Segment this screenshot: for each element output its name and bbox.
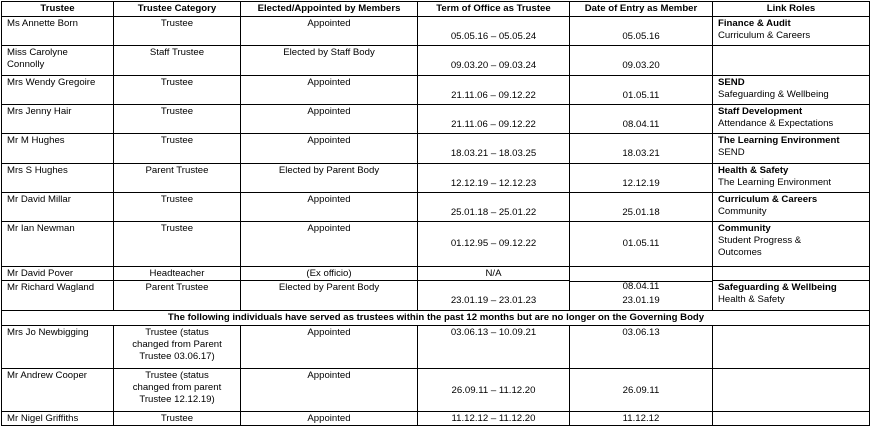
link-role: Staff Development [718,106,803,117]
category-line: Trustee [160,413,194,424]
term-value: 12.12.19 – 12.12.23 [450,178,537,189]
header-trustee: Trustee [1,1,114,17]
entry-value: 05.05.16 [622,31,660,42]
term-value: 23.01.19 – 23.01.23 [450,295,537,306]
link-role: Attendance & Expectations [718,118,834,129]
term-value: 03.06.13 – 10.09.21 [450,327,537,338]
link-role: Outcomes [718,247,762,258]
trustee-line: Mrs Wendy Gregoire [7,77,96,88]
cell-roles [713,267,870,281]
cell-term [418,267,570,281]
header-term: Term of Office as Trustee [418,1,570,17]
entry-value: 09.03.20 [622,60,660,71]
cell-trustee [1,193,114,222]
category-line: Trustee [160,18,194,29]
category-line: Parent Trustee [145,282,209,293]
cell-category [114,412,241,426]
cell-roles [713,46,870,76]
term-value: 05.05.16 – 05.05.24 [450,31,537,42]
elected-line: Appointed [307,370,351,381]
header-elected: Elected/Appointed by Members [241,1,418,17]
cell-entry [570,281,713,311]
cell-entry [570,222,713,267]
cell-term [418,105,570,134]
category-line: changed from parent [132,382,222,393]
elected-line: Appointed [307,223,351,234]
trustee-line: Mr Richard Wagland [7,282,95,293]
trustee-line: Mrs S Hughes [7,165,68,176]
link-role: Curriculum & Careers [718,30,811,41]
cell-roles [713,369,870,412]
cell-trustee [1,164,114,193]
entry-value: 25.01.18 [622,207,660,218]
cell-category [114,17,241,46]
cell-entry [570,76,713,105]
elected-line: Appointed [307,135,351,146]
header-entry: Date of Entry as Member [570,1,713,17]
category-line: Trustee (status [145,370,209,381]
entry-value: 26.09.11 [622,385,660,396]
cell-trustee [1,326,114,369]
trustee-line: Connolly [7,59,45,70]
cell-roles [713,17,870,46]
header-category: Trustee Category [114,1,241,17]
term-value: 25.01.18 – 25.01.22 [450,207,537,218]
link-role: Safeguarding & Wellbeing [718,89,829,100]
link-role: Health & Safety [718,294,785,305]
link-role: SEND [718,147,745,158]
category-line: changed from Parent [132,339,222,350]
cell-elected [241,281,418,311]
category-line: Trustee 03.06.17) [139,351,215,362]
cell-term [418,281,570,311]
cell-roles [713,222,870,267]
entry-value: 18.03.21 [622,148,660,159]
category-line: Trustee [160,106,194,117]
cell-entry [570,326,713,369]
cell-entry [570,17,713,46]
trustee-line: Mr Andrew Cooper [7,370,87,381]
cell-category [114,105,241,134]
elected-line: Elected by Staff Body [283,47,375,58]
term-value: 18.03.21 – 18.03.25 [450,148,537,159]
cell-roles [713,281,870,311]
term-value: 21.11.06 – 09.12.22 [451,119,536,130]
cell-term [418,222,570,267]
cell-entry [570,134,713,164]
cell-category [114,369,241,412]
cell-term [418,17,570,46]
link-role: The Learning Environment [718,177,832,188]
cell-trustee [1,222,114,267]
trustee-line: Miss Carolyne [7,47,68,58]
cell-elected [241,17,418,46]
cell-category [114,267,241,281]
cell-elected [241,46,418,76]
link-role: Health & Safety [718,165,789,176]
cell-category [114,222,241,267]
cell-roles [713,105,870,134]
cell-trustee [1,134,114,164]
elected-line: Appointed [307,194,351,205]
term-value: 11.12.12 – 11.12.20 [451,413,536,424]
elected-line: Appointed [307,77,351,88]
cell-category [114,46,241,76]
trustee-line: Mr David Pover [7,268,74,279]
category-line: Headteacher [149,268,205,279]
trustee-line: Mr Nigel Griffiths [7,413,79,424]
former-trustees-banner: The following individuals have served as trustees within the past 12 months but are no longer on the Governing Body [1,311,870,326]
cell-entry [570,164,713,193]
cell-elected [241,193,418,222]
link-role: The Learning Environment [718,135,840,146]
cell-entry [570,412,713,426]
link-role: Community [718,206,767,217]
cell-entry [570,267,713,292]
term-value: N/A [485,268,502,279]
cell-elected [241,267,418,281]
trustee-line: Mr David Millar [7,194,71,205]
link-role: Community [718,223,771,234]
elected-line: Elected by Parent Body [278,282,380,293]
entry-value: 23.01.19 [622,295,660,306]
trustee-line: Mr Ian Newman [7,223,75,234]
entry-value: 01.05.11 [622,238,660,249]
cell-elected [241,134,418,164]
cell-entry [570,105,713,134]
cell-entry [570,369,713,412]
cell-roles [713,412,870,426]
category-line: Parent Trustee [145,165,209,176]
category-line: Trustee [160,223,194,234]
cell-term [418,164,570,193]
entry-value: 08.04.11 [622,119,660,130]
link-role: SEND [718,77,745,88]
cell-trustee [1,76,114,105]
cell-category [114,193,241,222]
cell-category [114,326,241,369]
entry-value: 08.04.11 [622,281,660,292]
entry-value: 12.12.19 [622,178,660,189]
term-value: 21.11.06 – 09.12.22 [451,90,536,101]
cell-trustee [1,412,114,426]
cell-entry [570,46,713,76]
term-value: 09.03.20 – 09.03.24 [450,60,537,71]
elected-line: Appointed [307,413,351,424]
entry-value: 01.05.11 [622,90,660,101]
cell-roles [713,164,870,193]
link-role: Finance & Audit [718,18,791,29]
trustee-line: Mr M Hughes [7,135,65,146]
cell-trustee [1,17,114,46]
cell-category [114,281,241,311]
cell-term [418,193,570,222]
cell-term [418,76,570,105]
term-value: 26.09.11 – 11.12.20 [451,385,536,396]
entry-value: 03.06.13 [622,327,660,338]
cell-term [418,369,570,412]
cell-category [114,164,241,193]
cell-elected [241,412,418,426]
cell-term [418,134,570,164]
entry-value: 11.12.12 [622,413,660,424]
cell-trustee [1,46,114,76]
cell-elected [241,369,418,412]
link-role: Safeguarding & Wellbeing [718,282,837,293]
link-role: Curriculum & Careers [718,194,818,205]
category-line: Staff Trustee [149,47,205,58]
cell-trustee [1,267,114,281]
header-roles: Link Roles [713,1,870,17]
trustee-line: Mrs Jenny Hair [7,106,72,117]
category-line: Trustee (status [145,327,209,338]
cell-roles [713,76,870,105]
cell-term [418,46,570,76]
elected-line: Appointed [307,327,351,338]
cell-term [418,412,570,426]
cell-elected [241,222,418,267]
cell-elected [241,164,418,193]
elected-line: Elected by Parent Body [278,165,380,176]
category-line: Trustee [160,194,194,205]
cell-trustee [1,369,114,412]
cell-category [114,76,241,105]
cell-trustee [1,105,114,134]
cell-elected [241,76,418,105]
category-line: Trustee [160,77,194,88]
cell-category [114,134,241,164]
cell-elected [241,105,418,134]
cell-term [418,326,570,369]
elected-line: (Ex officio) [306,268,352,279]
category-line: Trustee [160,135,194,146]
cell-roles [713,134,870,164]
cell-entry [570,193,713,222]
term-value: 01.12.95 – 09.12.22 [450,238,537,249]
elected-line: Appointed [307,18,351,29]
cell-roles [713,326,870,369]
category-line: Trustee 12.12.19) [139,394,215,405]
cell-roles [713,193,870,222]
cell-elected [241,326,418,369]
link-role: Student Progress & [718,235,802,246]
cell-trustee [1,281,114,311]
trustees-table [1,1,870,426]
elected-line: Appointed [307,106,351,117]
trustee-line: Mrs Jo Newbigging [7,327,89,338]
trustee-line: Ms Annette Born [7,18,78,29]
